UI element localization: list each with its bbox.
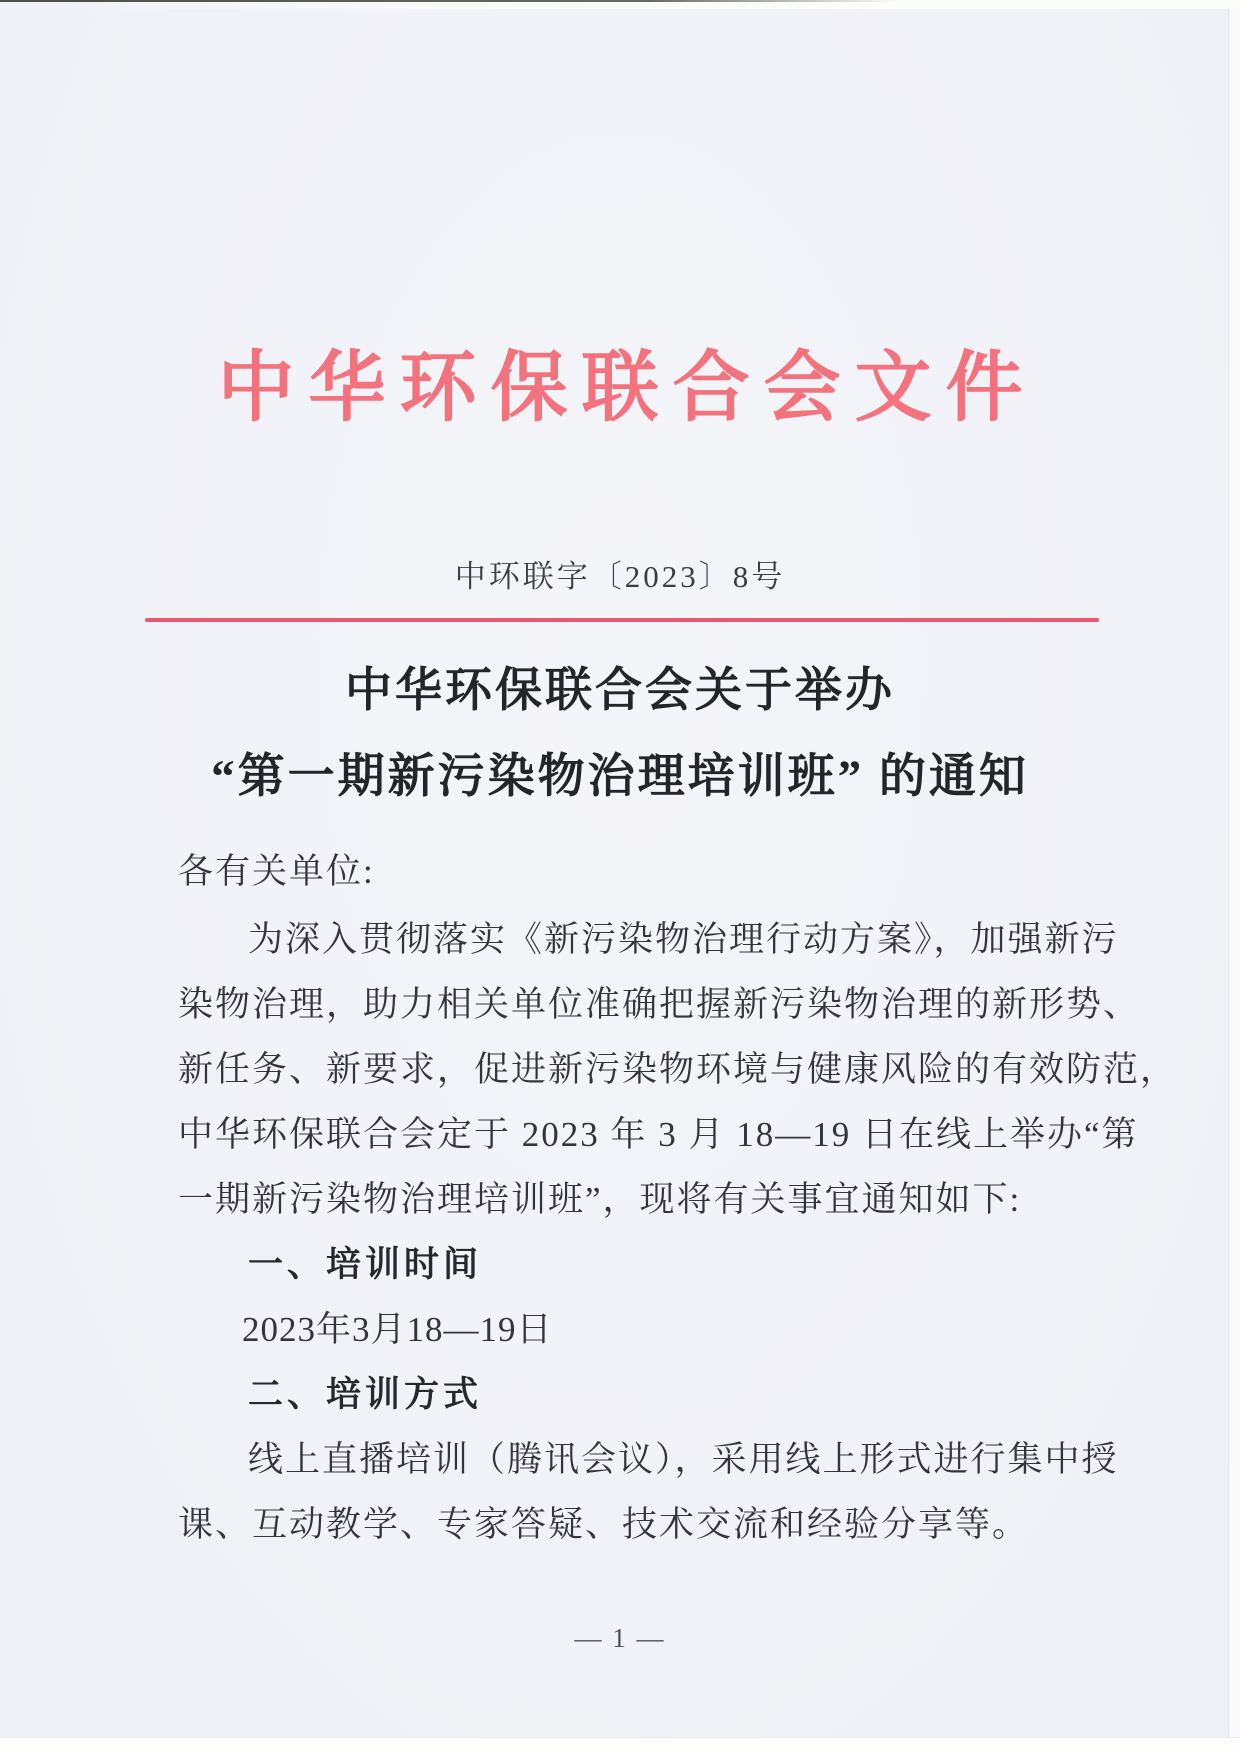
- body-line: 中华环保联合会定于 2023 年 3 月 18—19 日在线上举办“第: [178, 1115, 1139, 1154]
- page-number: — 1 —: [574, 1623, 666, 1653]
- scan-top-edge-shadow: [0, 0, 900, 2]
- letterhead-org-title: 中华环保联合会文件: [217, 345, 1037, 431]
- notice-title-line2: “第一期新污染物治理培训班” 的通知: [211, 751, 1029, 803]
- section-heading-training-time: 一、培训时间: [248, 1245, 483, 1284]
- body-line: 染物治理，助力相关单位准确把握新污染物治理的新形势、: [178, 985, 1141, 1024]
- notice-title-line1: 中华环保联合会关于举办: [345, 665, 895, 717]
- scan-bottom-edge: [0, 1737, 1240, 1753]
- section-heading-training-method: 二、培训方式: [248, 1375, 483, 1414]
- salutation: 各有关单位:: [178, 852, 375, 891]
- body-line: 一期新污染物治理培训班”，现将有关事宜通知如下:: [178, 1180, 1022, 1219]
- notice-title: [0, 648, 1240, 820]
- body-line: 为深入贯彻落实《新污染物治理行动方案》，加强新污: [248, 920, 1119, 959]
- body-line: 新任务、新要求，促进新污染物环境与健康风险的有效防范，: [178, 1050, 1178, 1089]
- document-number: 中环联字〔2023〕8号: [454, 559, 786, 594]
- training-date-line: 2023年3月18—19日: [242, 1310, 553, 1349]
- body-line: 课、互动教学、专家答疑、技术交流和经验分享等。: [178, 1505, 1030, 1544]
- body-line: 线上直播培训（腾讯会议），采用线上形式进行集中授: [248, 1440, 1119, 1479]
- letterhead-divider-rule: [145, 618, 1099, 622]
- scan-right-edge: [1228, 8, 1240, 1753]
